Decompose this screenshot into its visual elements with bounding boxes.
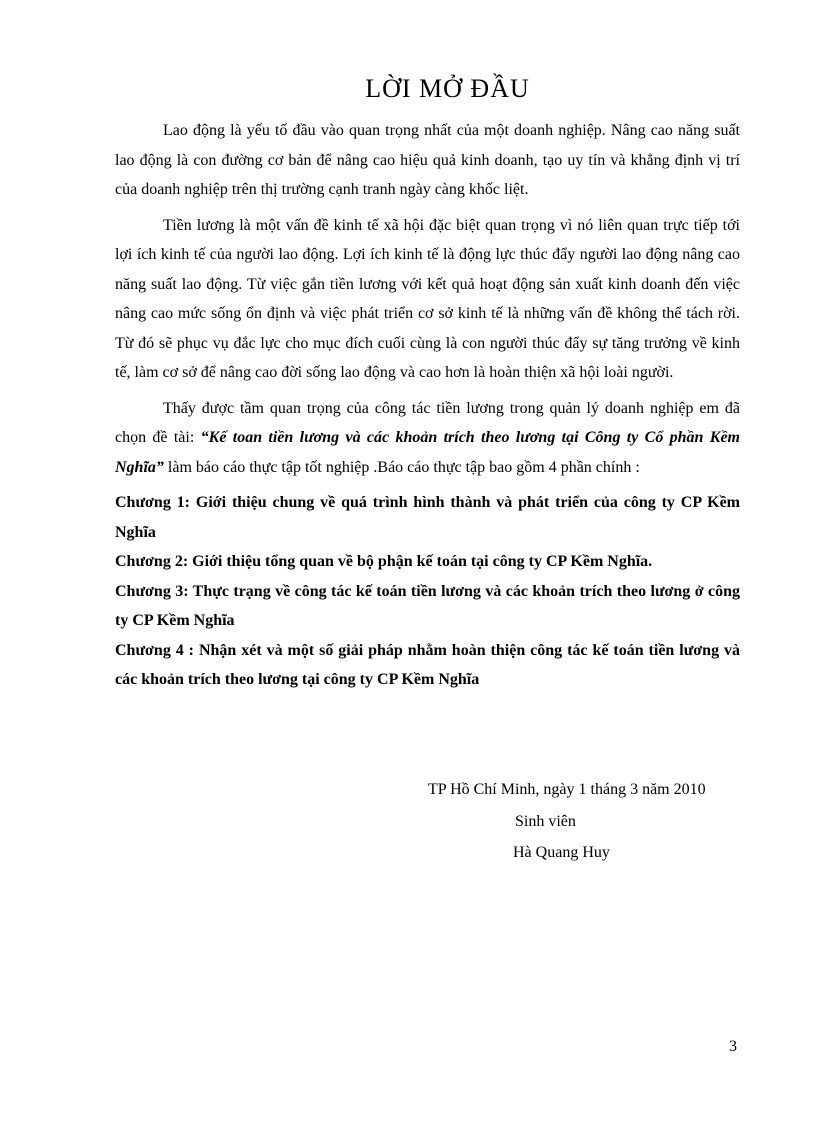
intro-paragraph-2: Tiền lương là một vấn đề kinh tế xã hội đặc biệt quan trọng vì nó liên quan trực tiếp tới lợi ích kinh tế của người lao động. Lợi ích kinh tế là động lực thúc đẩy người lao động nâng cao năng suất lao động. Từ việc gắn tiền lương với kết quả hoạt động sản xuất kinh doanh đến việc nâng cao mức sống ổn định và việc phát triển cơ sở kinh tế là những vấn đề không thể tách rời. Từ đó sẽ phục vụ đắc lực cho mục đích cuối cùng là con người thúc đẩy sự tăng trưởng về kinh tế, làm cơ sở để nâng cao đời sống lao động và cao hơn là hoàn thiện xã hội loài người. <box>115 216 740 381</box>
signature-role: Sinh viên <box>515 813 576 830</box>
chapter-4: Chương 4 : Nhận xét và một số giải pháp nhằm hoàn thiện công tác kế toán tiền lương và các khoản trích theo lương tại công ty CP Kềm Nghĩa <box>115 641 740 688</box>
paragraph-3-end: làm báo cáo thực tập tốt nghiệp .Báo cáo thực tập bao gồm 4 phần chính : <box>163 458 640 476</box>
paragraph-3-start: Thấy được tầm quan trọng của công tác tiền lương trong quản lý doanh nghiệp em đã chọn đề tài: <box>115 399 740 446</box>
document-title: LỜI MỞ ĐẦU <box>365 74 530 103</box>
page-number: 3 <box>729 1038 737 1055</box>
chapter-1: Chương 1: Giới thiệu chung về quá trình hình thành và phát triển của công ty CP Kềm Nghĩa <box>115 494 740 541</box>
intro-paragraph-1: Lao động là yếu tố đầu vào quan trọng nhất của một doanh nghiệp. Nâng cao năng suất lao động là con đường cơ bản để nâng cao hiệu quả kinh doanh, tạo uy tín và khẳng định vị trí của doanh nghiệp trên thị trường cạnh tranh ngày càng khốc liệt. <box>115 122 740 198</box>
chapter-3: Chương 3: Thực trạng về công tác kế toán tiền lương và các khoản trích theo lương ở công ty CP Kềm Nghĩa <box>115 582 740 629</box>
document-body <box>115 60 740 695</box>
signature-name: Hà Quang Huy <box>513 844 610 861</box>
signature-place-date: TP Hồ Chí Minh, ngày 1 tháng 3 năm 2010 <box>428 781 706 798</box>
chapter-2: Chương 2: Giới thiệu tổng quan về bộ phận kế toán tại công ty CP Kềm Nghĩa. <box>115 553 653 570</box>
intro-paragraph-3 <box>115 394 740 483</box>
report-topic: “Kế toan tiền lương và các khoản trích theo lương tại Công ty Cổ phần Kềm Nghĩa” <box>115 429 740 476</box>
